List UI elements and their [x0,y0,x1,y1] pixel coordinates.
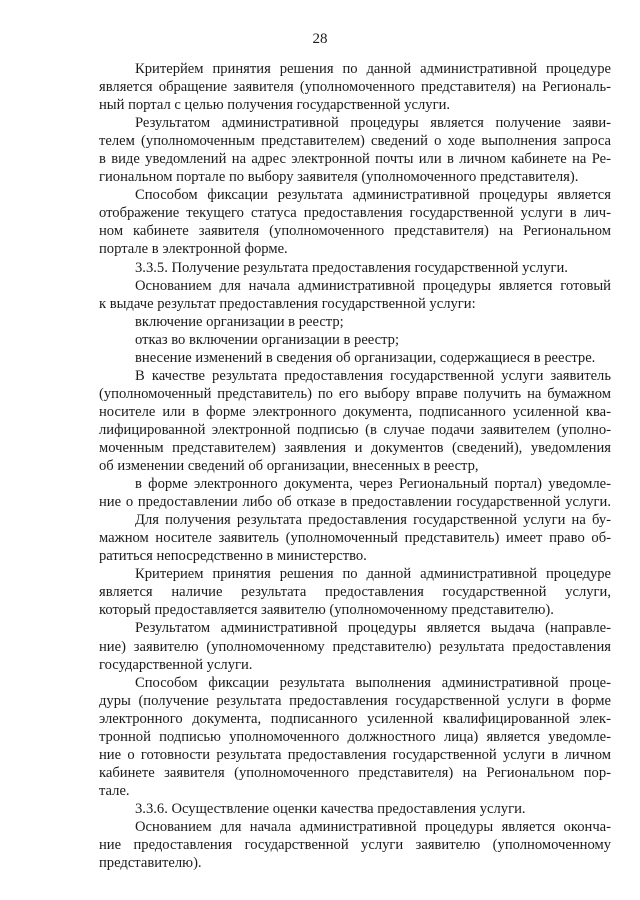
text-line: кабинете заявителя (уполномоченного представителя) на Региональном пор- [99,764,611,781]
text-line: внесение изменений в сведения об организации, содержащиеся в реестре. [135,349,596,366]
text-line: в форме электронного документа, через Региональный портал) уведомле- [135,476,611,493]
text-line: электронного документа, подписанного усиленной квалифицированной элек- [99,710,611,727]
text-line: Критерием принятия решения по данной административной процедуре [135,566,611,583]
text-line: государственной услуги. [99,656,253,673]
text-line: Основанием для начала административной процедуры является готовый [135,277,611,294]
text-line: тале. [99,782,130,799]
text-line: 3.3.6. Осуществление оценки качества предоставления услуги. [135,800,526,817]
text-line: который предоставляется заявителю (уполномоченному представителю). [99,602,554,619]
text-line: отображение текущего статуса предоставления государственной услуги в лич- [99,205,611,222]
text-line: телем (уполномоченным представителем) сведений о ходе выполнения запроса [99,133,611,150]
text-line: в виде уведомлений на адрес электронной почты или в личном кабинете на Ре- [99,151,611,168]
text-line: моченным представителем) заявления и документов (сведений), уведомления [99,439,611,456]
text-line: ние о готовности результата предоставления государственной услуги в личном [99,746,611,763]
text-line: портале в электронной форме. [99,241,288,258]
text-line: 3.3.5. Получение результата предоставления государственной услуги. [135,259,568,276]
text-line: Способом фиксации результата административной процедуры является [135,187,611,204]
text-line: В качестве результата предоставления государственной услуги заявитель [135,367,611,384]
text-line: является обращение заявителя (уполномоченного представителя) на Региональ- [99,79,611,96]
text-line: ние предоставления государственной услуги заявителю (уполномоченному [99,837,611,854]
text-line: ние) заявителю (уполномоченному представителю) результата предоставления [99,638,611,655]
text-line: Результатом административной процедуры является выдача (направле- [135,620,611,637]
text-line: лифицированной электронной подписью (в случае подачи заявителем (уполно- [99,421,611,438]
text-line: является наличие результата предоставления государственной услуги, [99,584,611,601]
page-number: 28 [312,31,328,47]
text-line: отказ во включении организации в реестр; [135,331,400,348]
text-line: Для получения результата предоставления государственной услуги на бу- [135,512,611,529]
text-line: Основанием для начала административной процедуры является оконча- [135,818,611,835]
text-line: Результатом административной процедуры является получение заяви- [135,115,611,132]
text-line: ный портал с целью получения государственной услуги. [99,97,451,114]
text-line: представителю). [99,855,202,872]
document-body [99,60,611,872]
text-line: Критерйем принятия решения по данной административной процедуре [135,61,611,77]
text-line: мажном носителе заявитель (уполномоченный представитель) имеет право об- [99,530,611,547]
text-line: гиональном портале по выбору заявителя (уполномоченного представителя). [99,169,579,186]
text-line: дуры (получение результата предоставления государственной услуги в форме [99,692,611,709]
text-line: ратиться непосредственно в министерство. [99,548,367,565]
text-line: к выдаче результат предоставления государственной услуги: [99,295,476,312]
text-line: об изменении сведений об организации, внесенных в реестр, [99,458,479,475]
text-line: Способом фиксации результата выполнения административной проце- [135,674,611,691]
text-line: ние о предоставлении либо об отказе в предоставлении государственной услуги. [99,494,611,511]
text-line: тронной подписью уполномоченного должностного лица) является уведомле- [99,728,611,745]
text-line: носителе или в форме электронного документа, подписанного усиленной ква- [99,403,611,420]
text-line: (уполномоченный представитель) по его выбору вправе получить на бумажном [99,385,611,402]
text-line: включение организации в реестр; [135,313,344,330]
text-line: ном кабинете заявителя (уполномоченного представителя) на Региональном [99,223,611,240]
